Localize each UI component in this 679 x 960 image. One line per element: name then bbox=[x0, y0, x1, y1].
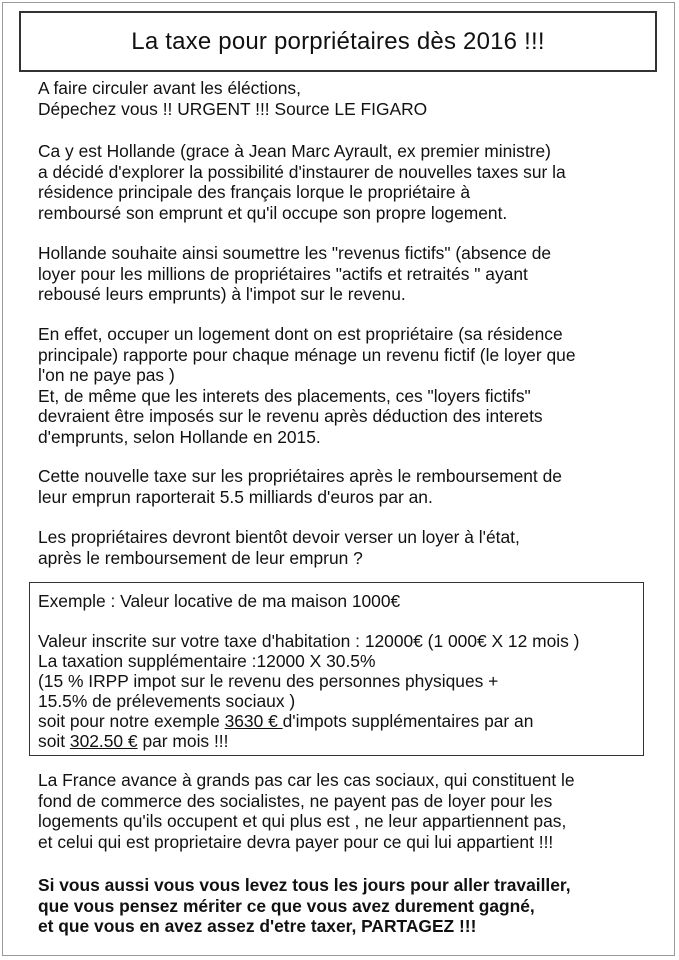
paragraph-line: loyer pour les millions de propriétaires "actifs et retraités " ayant bbox=[38, 263, 528, 284]
paragraph-nouvelle-taxe bbox=[38, 466, 562, 507]
closing-line: Si vous aussi vous vous levez tous les jours pour aller travailler, bbox=[38, 875, 571, 895]
intro-line: A faire circuler avant les éléctions, bbox=[38, 78, 301, 98]
example-text: soit pour notre exemple bbox=[38, 711, 225, 731]
closing-line: et que vous en avez assez d'etre taxer, PARTAGEZ !!! bbox=[38, 916, 477, 936]
paragraph-line: Hollande souhaite ainsi soumettre les "revenus fictifs" (absence de bbox=[38, 243, 552, 263]
example-line: Valeur inscrite sur votre taxe d'habitation : 12000€ (1 000€ X 12 mois ) bbox=[38, 631, 580, 651]
example-monthly-tax-line bbox=[38, 731, 228, 752]
annual-tax-amount: 3630 € bbox=[224, 711, 283, 731]
example-annual-tax-line bbox=[38, 711, 533, 732]
paragraph-line: logements qu'ils occupent et qui plus est , ne leur appartiennent pas, bbox=[38, 811, 567, 831]
closing-line: que vous pensez mériter ce que vous avez durement gagné, bbox=[38, 895, 535, 916]
monthly-tax-amount: 302.50 € bbox=[69, 731, 138, 751]
paragraph-line: fond de commerce des socialistes, ne payent pas de loyer pour les bbox=[38, 790, 553, 811]
paragraph-line: d'emprunts, selon Hollande en 2015. bbox=[38, 426, 321, 447]
closing-call-to-share bbox=[38, 875, 571, 937]
paragraph-line: devraient être imposés sur le revenu après déduction des interets bbox=[38, 406, 543, 426]
example-text: d'impots supplémentaires par an bbox=[282, 711, 534, 731]
paragraph-line: Ca y est Hollande (grace à Jean Marc Ayrault, ex premier ministre) bbox=[38, 141, 551, 161]
paragraph-en-effet bbox=[38, 324, 576, 447]
paragraph-line: principale) rapporte pour chaque ménage un revenu fictif (le loyer que bbox=[38, 344, 576, 365]
paragraph-line: et celui qui est proprietaire devra payer pour ce qui lui appartient !!! bbox=[38, 831, 554, 852]
paragraph-line: Cette nouvelle taxe sur les propriétaires après le remboursement de bbox=[38, 466, 562, 486]
intro-line: Dépechez vous !! URGENT !!! Source LE FIGARO bbox=[38, 98, 428, 119]
paragraph-line: leur emprun raporterait 5.5 milliards d'euros par an. bbox=[38, 486, 433, 507]
paragraph-line: résidence principale des français lorque le propriétaire à bbox=[38, 182, 471, 202]
example-box bbox=[29, 582, 644, 756]
paragraph-loyer-etat bbox=[38, 527, 520, 568]
example-line: Exemple : Valeur locative de ma maison 1000€ bbox=[38, 591, 401, 611]
paragraph-la-france bbox=[38, 770, 575, 852]
paragraph-line: après le remboursement de leur emprun ? bbox=[38, 547, 363, 568]
paragraph-revenus-fictifs bbox=[38, 243, 551, 305]
example-text: soit bbox=[38, 731, 70, 751]
page-title: La taxe pour porpriétaires dès 2016 !!! bbox=[131, 27, 545, 55]
paragraph-line: Les propriétaires devront bientôt devoir verser un loyer à l'état, bbox=[38, 527, 520, 547]
example-line: (15 % IRPP impot sur le revenu des personnes physiques + bbox=[38, 671, 499, 691]
paragraph-line: La France avance à grands pas car les cas sociaux, qui constituent le bbox=[38, 770, 575, 790]
example-line: 15.5% de prélevements sociaux ) bbox=[38, 691, 296, 711]
paragraph-line: En effet, occuper un logement dont on est propriétaire (sa résidence bbox=[38, 324, 563, 344]
intro-paragraph bbox=[38, 78, 427, 119]
paragraph-line: remboursé son emprunt et qu'il occupe son propre logement. bbox=[38, 202, 508, 223]
example-text: par mois !!! bbox=[137, 731, 229, 751]
title-box bbox=[19, 11, 657, 72]
example-line: La taxation supplémentaire :12000 X 30.5% bbox=[38, 651, 376, 671]
paragraph-line: rebousé leurs emprunts) à l'impot sur le revenu. bbox=[38, 284, 406, 304]
paragraph-line: l'on ne paye pas ) bbox=[38, 365, 175, 385]
paragraph-hollande-decision bbox=[38, 141, 566, 223]
paragraph-line: a décidé d'explorer la possibilité d'instaurer de nouvelles taxes sur la bbox=[38, 161, 566, 182]
paragraph-line: Et, de même que les interets des placements, ces "loyers fictifs" bbox=[38, 385, 531, 406]
